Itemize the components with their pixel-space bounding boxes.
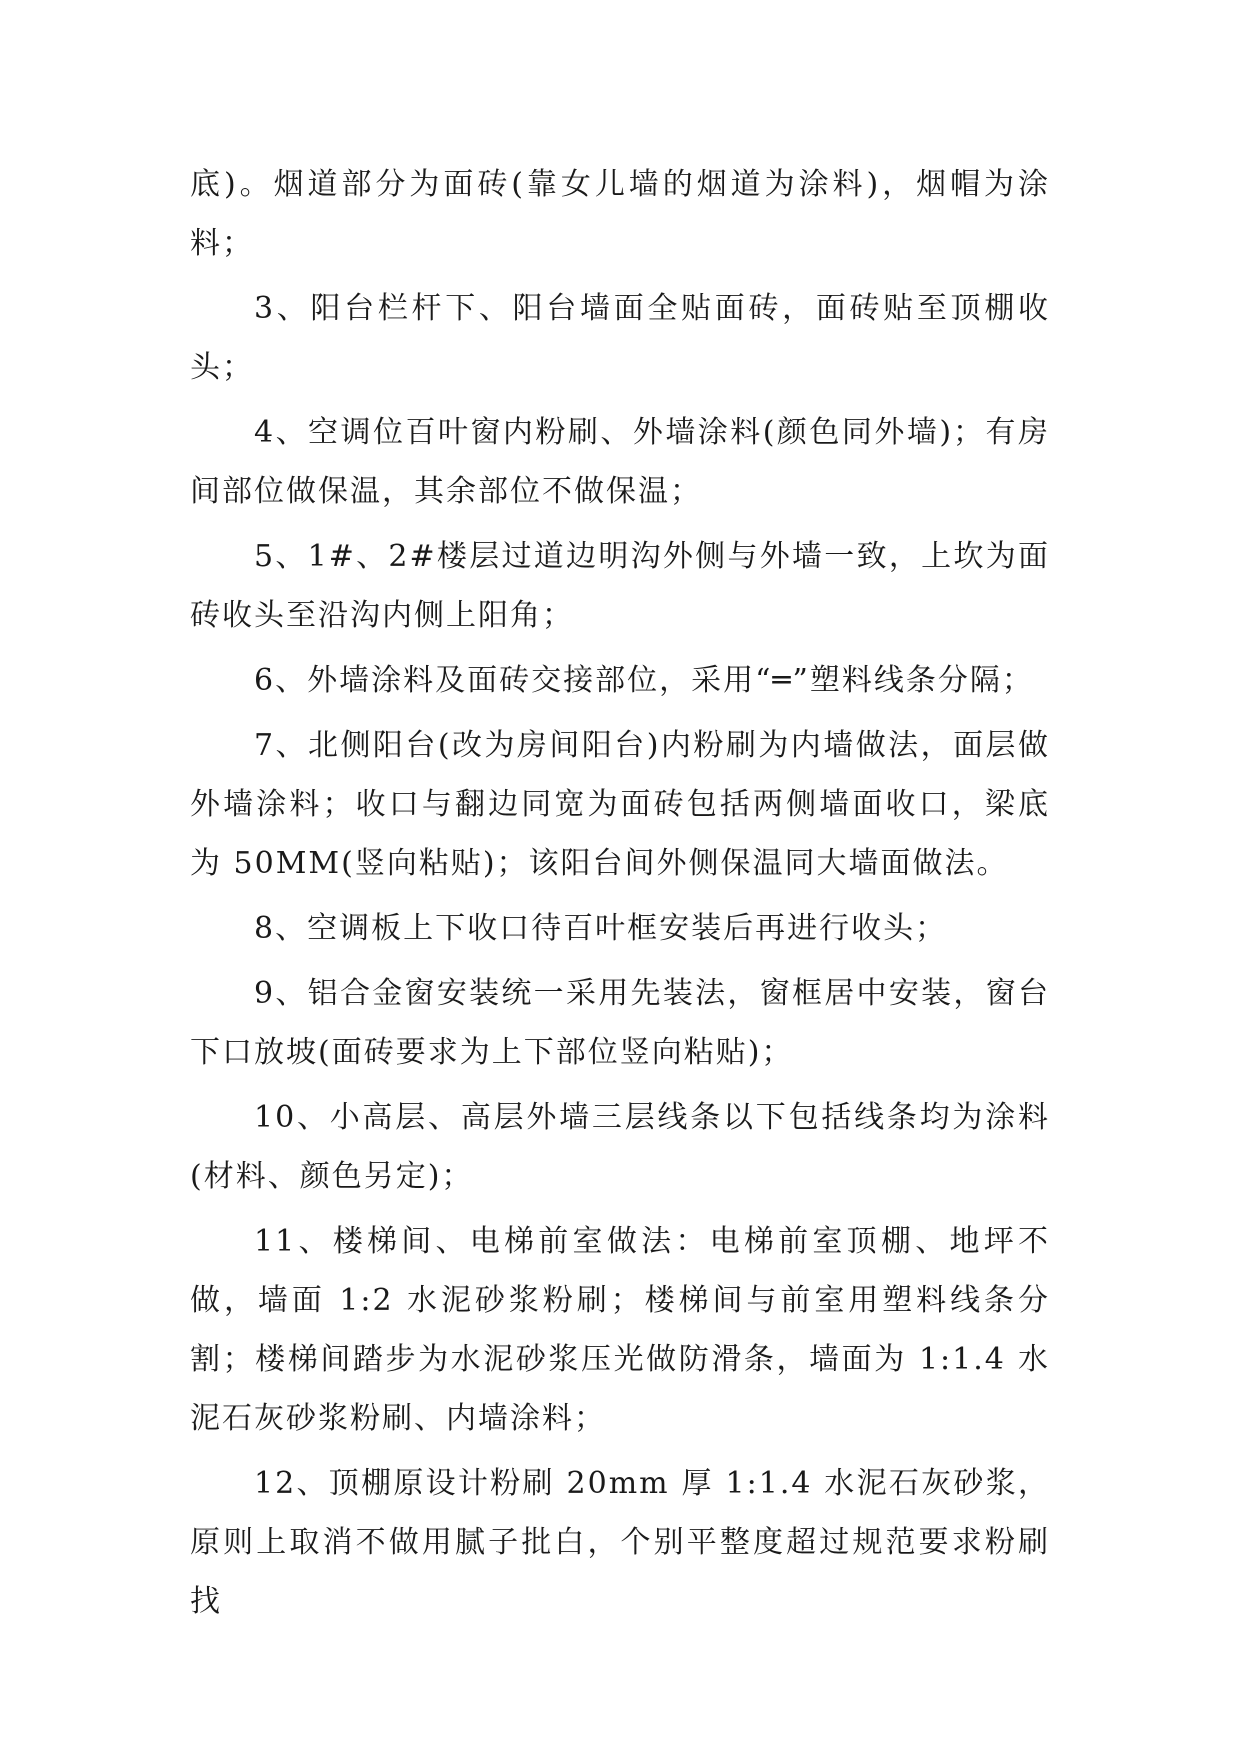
paragraph: 7、北侧阳台(改为房间阳台)内粉刷为内墙做法，面层做外墙涂料；收口与翻边同宽为面砖包括两侧墙面收口，梁底为 50MM(竖向粘贴)；该阳台间外侧保温同大墙面做法。	[190, 728, 1050, 881]
paragraph: 12、顶棚原设计粉刷 20mm 厚 1:1.4 水泥石灰砂浆，原则上取消不做用腻子批白，个别平整度超过规范要求粉刷找	[190, 1466, 1050, 1619]
paragraph: 8、空调板上下收口待百叶框安装后再进行收头；	[254, 911, 948, 946]
paragraph: 底)。烟道部分为面砖(靠女儿墙的烟道为涂料)，烟帽为涂料；	[190, 167, 1050, 261]
paragraph: 11、楼梯间、电梯前室做法：电梯前室顶棚、地坪不做，墙面 1:2 水泥砂浆粉刷；楼梯间与前室用塑料线条分割；楼梯间踏步为水泥砂浆压光做防滑条，墙面为 1:1.4 水泥石灰砂浆粉刷、内墙涂料；	[190, 1224, 1050, 1436]
paragraph: 6、外墙涂料及面砖交接部位，采用“═”塑料线条分隔；	[254, 663, 1034, 698]
paragraph: 4、空调位百叶窗内粉刷、外墙涂料(颜色同外墙)；有房间部位做保温，其余部位不做保温；	[190, 415, 1050, 509]
paragraph: 3、阳台栏杆下、阳台墙面全贴面砖，面砖贴至顶棚收头；	[190, 291, 1050, 385]
paragraph: 9、铝合金窗安装统一采用先装法，窗框居中安装，窗台下口放坡(面砖要求为上下部位竖向粘贴)；	[190, 976, 1050, 1070]
document-body	[190, 155, 1050, 1637]
paragraph: 10、小高层、高层外墙三层线条以下包括线条均为涂料(材料、颜色另定)；	[190, 1100, 1050, 1194]
paragraph: 5、1#、2#楼层过道边明沟外侧与外墙一致，上坎为面砖收头至沿沟内侧上阳角；	[190, 539, 1050, 633]
